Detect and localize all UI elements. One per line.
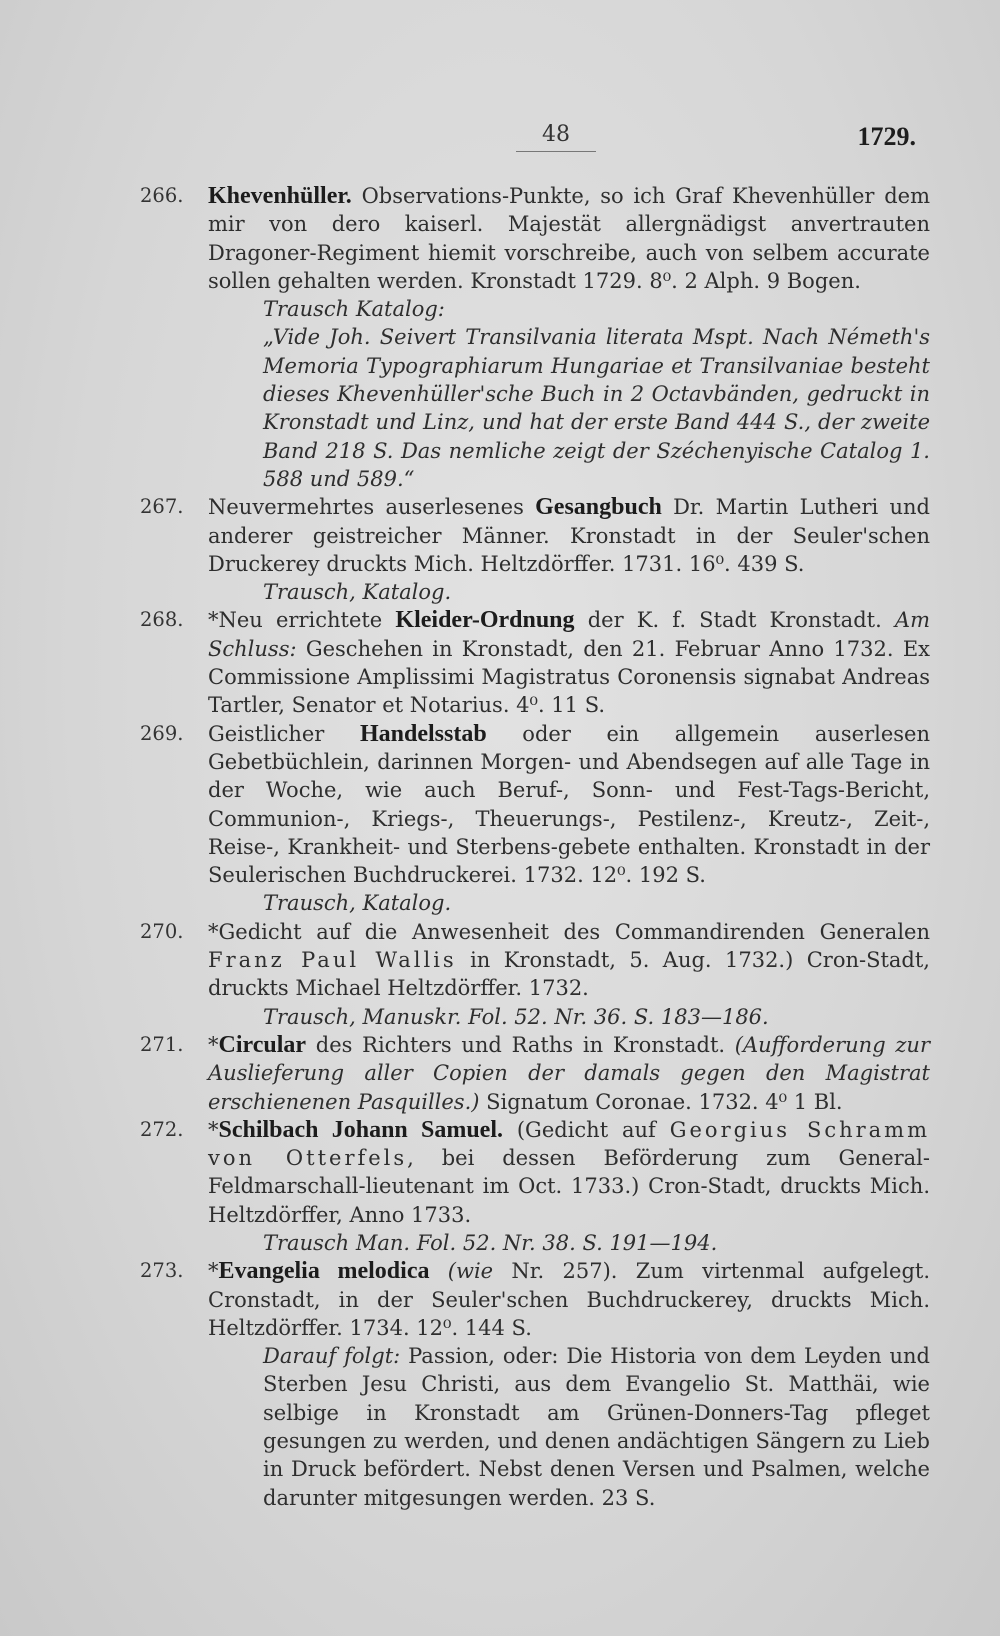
entry-source: Trausch, Katalog. (263, 891, 452, 916)
entry-number: 266. (140, 184, 184, 207)
entry-text: (Gedicht auf (502, 1117, 670, 1142)
entry-source: Trausch, Manuskr. Fol. 52. Nr. 36. S. 183—186. (263, 1004, 769, 1029)
entry-keyword: Schilbach Johann Samuel. (218, 1116, 503, 1143)
entry-keyword: Handelsstab (359, 720, 487, 747)
entry-keyword: Evangelia melodica (218, 1258, 430, 1285)
entry-text: Observations-Punkte, so ich Graf Khevenhüller dem mir von dero kaiserl. Majestät allergnädigst anvertrauten Dragoner-Regiment hiemit vorschreibe, auch von selbem accurate sollen gehalten werden. Kronstadt 1729. 8⁰. 2 Alph. 9 Bogen. (208, 184, 930, 293)
entry-text: in Kronstadt, 5. Aug. 1732.) Cron-Stadt, druckts Michael Heltzdörffer. 1732. (208, 948, 930, 1001)
entry-number: 272. (140, 1117, 184, 1141)
entry-continuation-text: Passion, oder: Die Historia von dem Leyden und Sterben Jesu Christi, aus dem Evangelio St. Matthäi, wie selbige in Kronstadt am Grünen-Donners-Tag pfleget gesungen zu werden, und denen andächtigen Sängern zu Lieb in Druck befördert. Nebst denen Versen und Psalmen, welche darunter mitgesungen werden. 23 S. (263, 1344, 931, 1510)
entry-text: der K. f. Stadt Kronstadt. (574, 608, 882, 633)
catalog-entry (140, 1257, 930, 1512)
entry-keyword: Gesangbuch (535, 494, 662, 521)
entry-quote: „Vide Joh. Seivert Transilvania literata Mspt. Nach Németh's Memoria Typographiarum Hungariae et Transilvaniae besteht dieses Khevenhüller'sche Buch in 2 Octavbänden, gedruckt in Kronstadt und Linz, und hat der erste Band 444 S., der zweite Band 218 S. Das nemliche zeigt der Széchenyische Catalog 1. 588 und 589.“ (263, 325, 930, 491)
catalog-entry (140, 1116, 930, 1257)
entry-text-continued: Nr. 257). Zum virtenmal aufgelegt. Cronstadt, in der Seuler'schen Buchdruckerey, druckts Mich. Heltzdörffer. 1734. 12⁰. 144 S. (208, 1259, 930, 1340)
entry-prefix: *Neu errichtete (208, 608, 396, 633)
entry-text: Dr. Martin Lutheri und anderer geistreicher Männer. Kronstadt in der Seuler'schen Druckerey druckts Mich. Heltzdörffer. 1731. 16⁰. 439 S. (208, 495, 930, 576)
entry-prefix: * (208, 1117, 219, 1142)
catalog-entry (140, 1031, 930, 1116)
entry-keyword: Kleider-Ordnung (395, 607, 575, 634)
entry-spaced-name: Franz Paul Wallis (208, 948, 457, 973)
entry-italic: (wie (429, 1259, 494, 1284)
page-header (0, 122, 1000, 162)
entry-number: 270. (140, 919, 184, 943)
entry-prefix: *Gedicht auf die Anwesenheit des Commandirenden Generalen (208, 919, 930, 944)
catalog-entry (140, 606, 930, 719)
entry-source: Trausch Katalog: (263, 297, 445, 322)
entry-italic: Am Schluss: (208, 608, 930, 661)
entry-source: Trausch, Katalog. (263, 580, 452, 605)
entry-prefix: * (208, 1032, 219, 1057)
entry-number: 271. (140, 1032, 184, 1056)
entry-spaced-name: Georgius Schramm von Otterfels (208, 1117, 930, 1171)
entry-number: 267. (140, 495, 184, 519)
entry-italic: (Aufforderung zur Auslieferung aller Copien der damals gegen den Magistrat erschienenen Pasquilles.) (208, 1032, 930, 1114)
page-number: 48 (516, 122, 596, 152)
catalog-entry (140, 493, 930, 606)
entry-text-continued: Signatum Coronae. 1732. 4⁰ 1 Bl. (479, 1089, 843, 1114)
catalog-entry (140, 182, 930, 493)
entry-number: 273. (140, 1259, 184, 1283)
entry-text-continued: , bei dessen Beförderung zum General-Feldmarschall-lieutenant im Oct. 1733.) Cron-Stadt, druckts Mich. Heltzdörffer, Anno 1733. (208, 1146, 930, 1227)
entry-number: 268. (140, 608, 184, 632)
entry-continuation-label: Darauf folgt: (263, 1344, 401, 1369)
entry-keyword: Khevenhüller. (208, 183, 352, 209)
entry-source: Trausch Man. Fol. 52. Nr. 38. S. 191—194. (263, 1230, 718, 1255)
entry-keyword: Circular (218, 1031, 307, 1058)
header-year: 1729. (857, 122, 916, 151)
entry-prefix: Neuvermehrtes auserlesenes (208, 495, 536, 520)
entry-prefix: Geistlicher (208, 721, 360, 746)
entry-prefix: * (208, 1259, 219, 1284)
catalog-entry (140, 918, 930, 1031)
entry-text: des Richters und Raths in Kronstadt. (306, 1032, 726, 1057)
catalog-entries (0, 182, 1000, 1512)
entry-number: 269. (140, 721, 184, 745)
catalog-entry (140, 720, 930, 918)
entry-text-continued: Geschehen in Kronstadt, den 21. Februar Anno 1732. Ex Commissione Amplissimi Magistratus Coronensis signabat Andreas Tartler, Senator et Notarius. 4⁰. 11 S. (208, 636, 930, 718)
entry-text: oder ein allgemein auserlesen Gebetbüchlein, darinnen Morgen- und Abendsegen auf alle Tage in der Woche, wie auch Beruf-, Sonn- und Fest-Tags-Bericht, Communion-, Kriegs-, Theuerungs-, Pestilenz-, Kreutz-, Zeit-, Reise-, Krankheit- und Sterbens-gebete enthalten. Kronstadt in der Seulerischen Buchdruckerei. 1732. 12⁰. 192 S. (208, 721, 930, 888)
